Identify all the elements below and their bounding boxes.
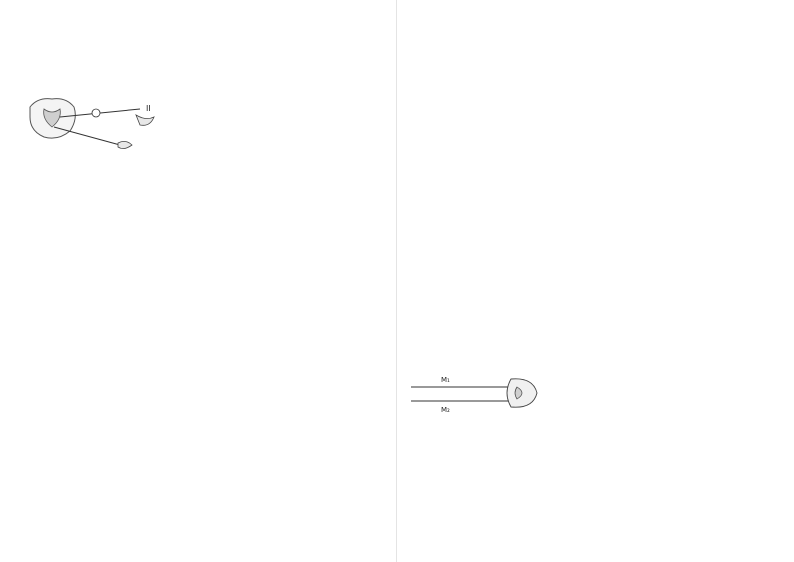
fig9-label-roman-2: II — [146, 103, 151, 113]
q9-reflex-arc-diagram — [22, 93, 182, 155]
option-line — [22, 211, 387, 225]
text-line — [407, 41, 772, 55]
right-lines-top — [407, 6, 772, 333]
text-line — [22, 402, 387, 416]
text-line — [22, 58, 387, 72]
answer-line — [22, 246, 387, 260]
text-line — [407, 249, 772, 263]
text-line — [407, 23, 772, 37]
text-line — [407, 319, 772, 333]
option-line — [22, 176, 387, 190]
text-line — [407, 76, 772, 90]
text-line — [407, 232, 772, 246]
text-line — [22, 41, 387, 55]
option-line — [22, 194, 387, 208]
text-line — [407, 58, 772, 72]
option-line — [407, 454, 772, 468]
text-line — [22, 298, 387, 312]
right-column — [399, 0, 794, 562]
q9-reflex-arc-figure — [22, 93, 387, 155]
text-line — [22, 76, 387, 90]
option-line — [22, 159, 387, 173]
text-line — [407, 163, 772, 177]
text-line — [407, 284, 772, 298]
q9-options-and-answer — [22, 159, 387, 260]
text-line — [407, 302, 772, 316]
text-line — [22, 472, 387, 486]
text-line — [22, 281, 387, 295]
text-line — [407, 336, 772, 350]
q9-stem — [22, 58, 387, 89]
text-line — [22, 23, 387, 37]
text-line — [407, 6, 772, 20]
column-divider — [396, 0, 397, 562]
option-line — [22, 229, 387, 243]
text-line — [22, 333, 387, 347]
text-line — [22, 437, 387, 451]
q11-spinal-cord-diagram — [407, 371, 547, 415]
text-line — [407, 215, 772, 229]
text-line — [407, 541, 772, 555]
text-line — [407, 180, 772, 194]
text-line — [407, 197, 772, 211]
text-line — [407, 354, 772, 368]
option-line — [407, 471, 772, 485]
text-line — [22, 368, 387, 382]
text-line — [407, 128, 772, 142]
text-line — [22, 263, 387, 277]
text-line — [407, 145, 772, 159]
text-line — [22, 315, 387, 329]
option-line — [407, 489, 772, 503]
q11-options-and-answer — [407, 419, 772, 520]
text-line — [407, 267, 772, 281]
option-line — [22, 489, 387, 503]
option-line — [22, 542, 387, 556]
answer-line — [407, 506, 772, 520]
text-line — [22, 455, 387, 469]
fig11-label-m1: M₁ — [441, 376, 450, 385]
text-line — [407, 93, 772, 107]
text-line — [22, 350, 387, 364]
q9-analysis — [22, 263, 387, 416]
q11-analysis — [407, 524, 772, 562]
text-line — [407, 558, 772, 562]
q11-stem — [407, 336, 772, 367]
option-line — [407, 437, 772, 451]
text-line — [22, 420, 387, 434]
text-line — [407, 524, 772, 538]
left-lines-before-fig9 — [22, 6, 387, 55]
fig11-label-m2: M₂ — [441, 406, 450, 415]
q10-stem — [22, 420, 387, 486]
option-line — [407, 419, 772, 433]
option-line — [22, 524, 387, 538]
text-line — [22, 385, 387, 399]
left-column — [0, 0, 395, 562]
text-line — [407, 110, 772, 124]
q11-spinal-cord-figure — [407, 371, 772, 415]
q10-options-and-answer — [22, 489, 387, 562]
text-line — [22, 6, 387, 20]
option-line — [22, 507, 387, 521]
